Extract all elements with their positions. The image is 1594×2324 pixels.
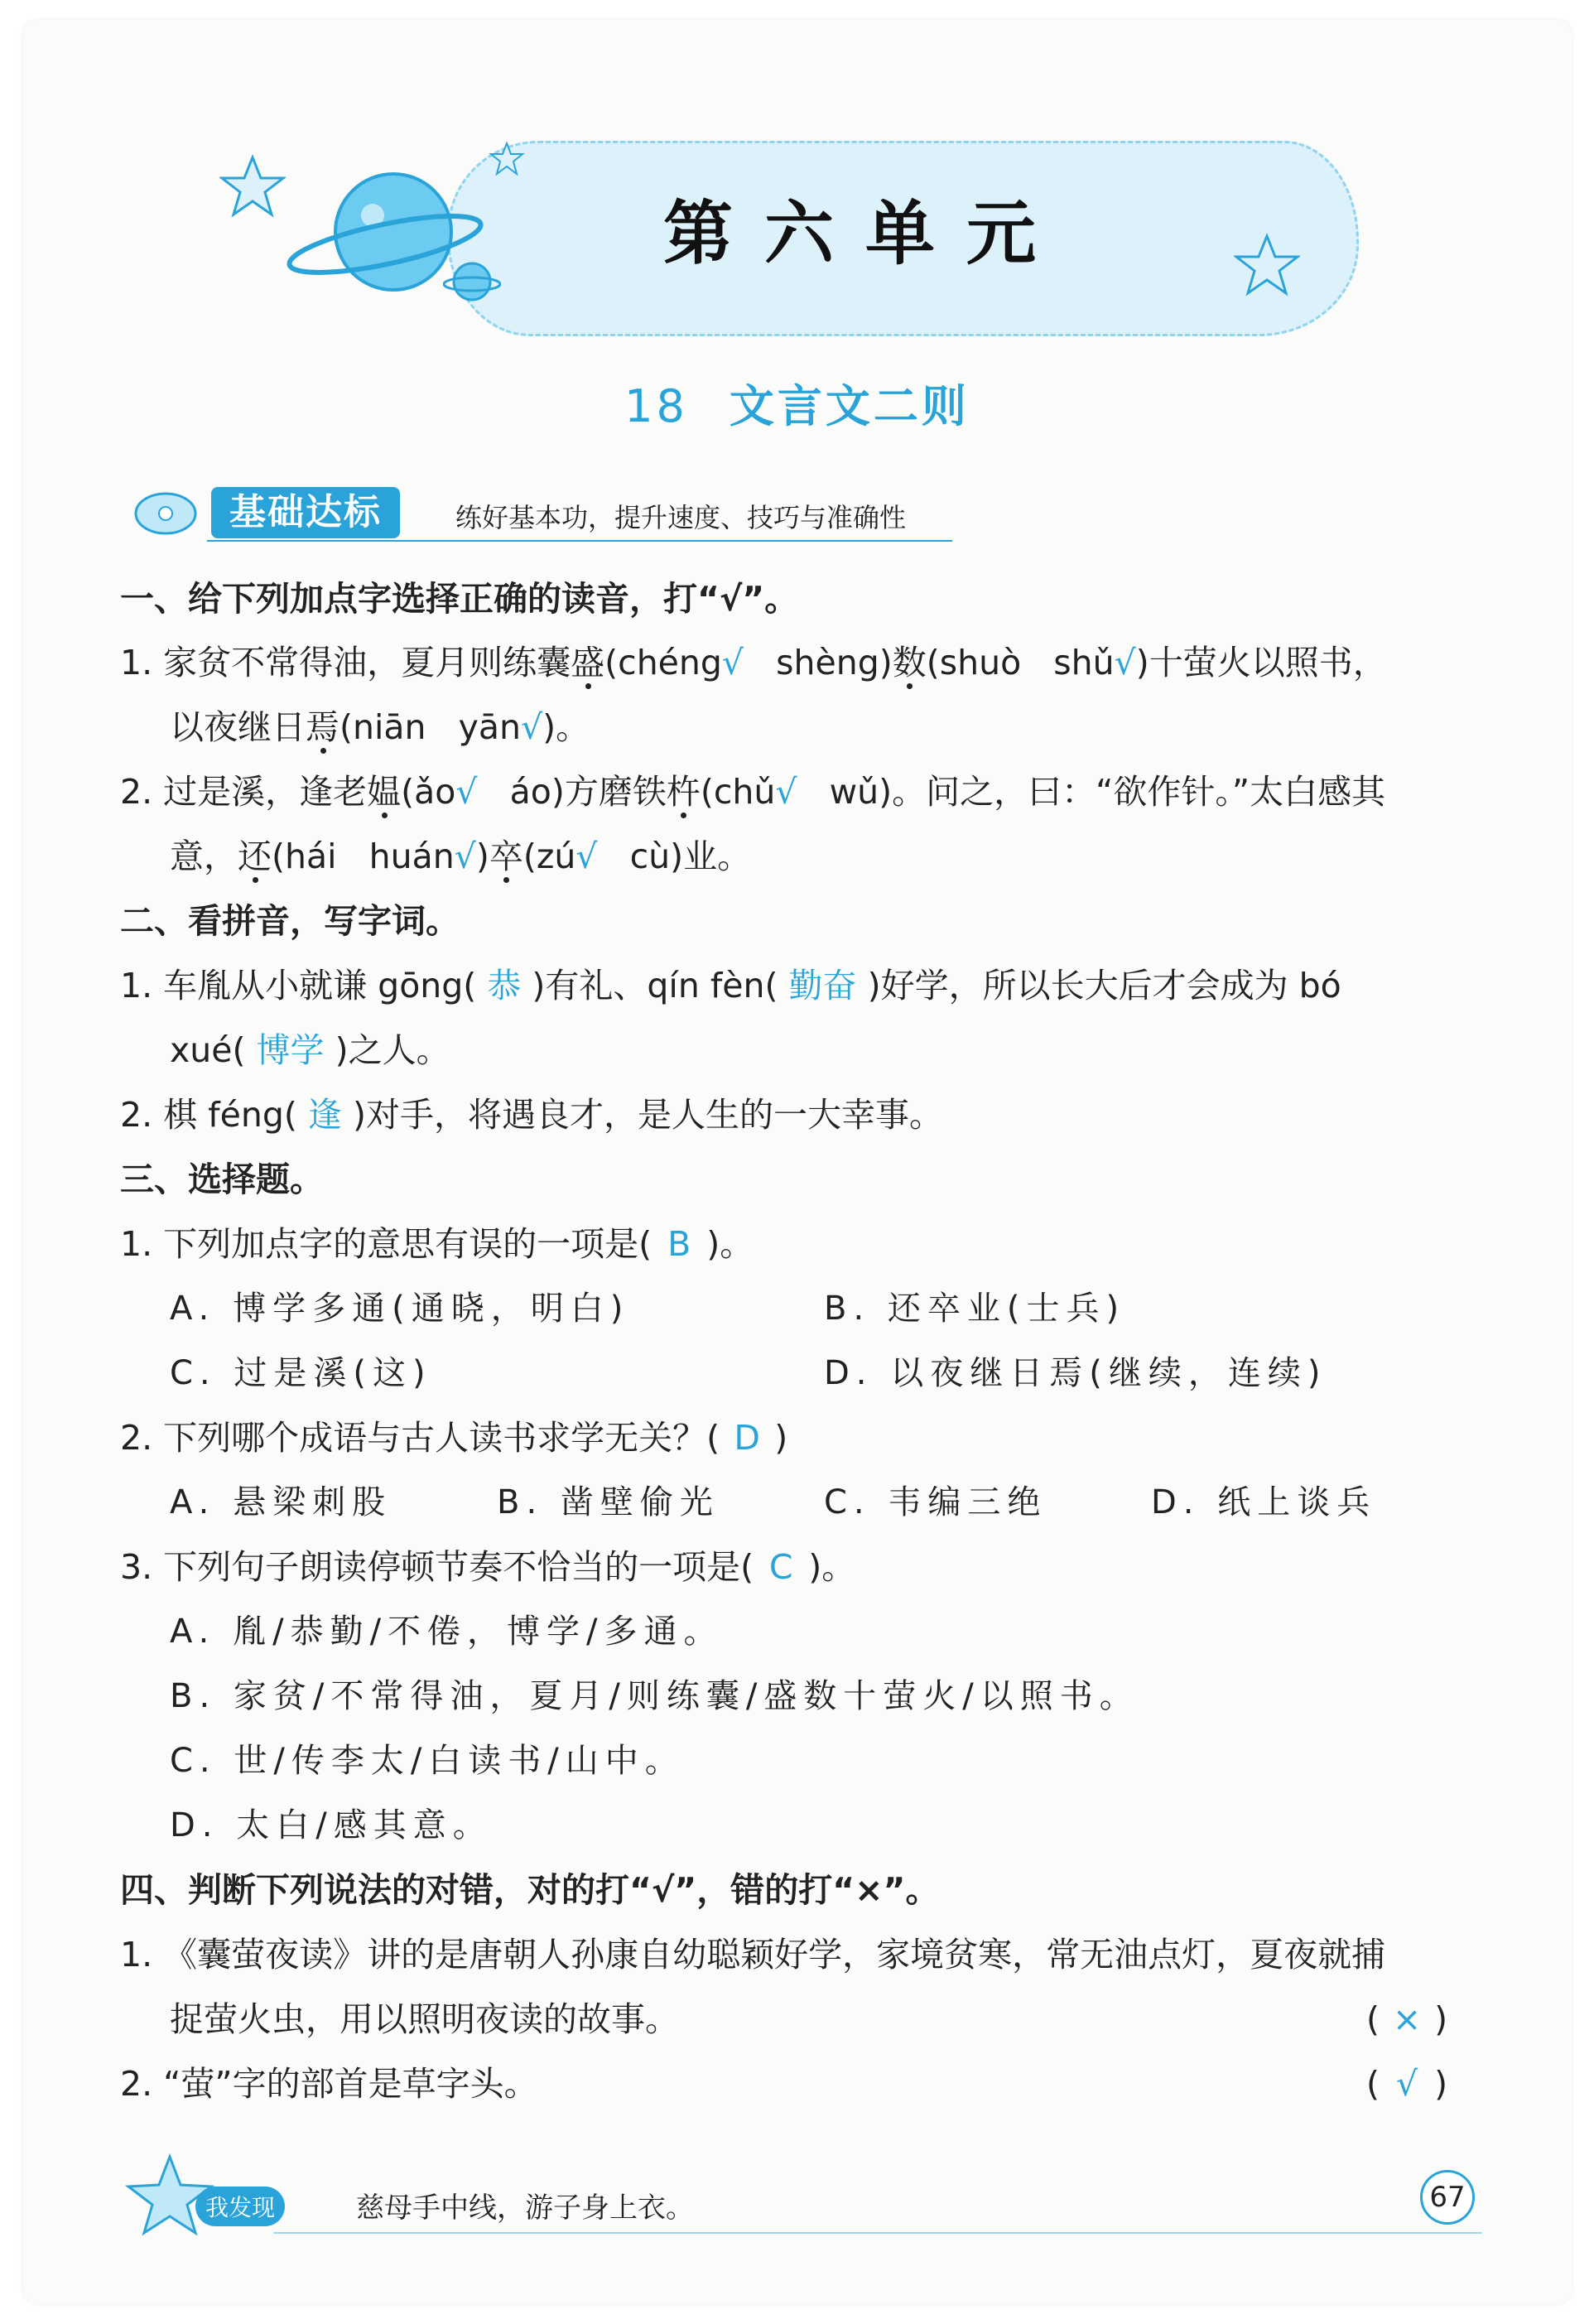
answer: 勤奋 [788,966,857,1005]
q4-item1-answer-box: ( × ) [1366,1996,1447,2042]
small-planet-icon [443,253,501,311]
answer: B [667,1224,691,1264]
pinyin-option: (ǎo [401,772,456,812]
q2-item1-line2 [170,1027,450,1073]
text: 2. 过是溪，逢老 [120,772,368,812]
q4-item2-answer-box: ( √ ) [1366,2061,1447,2107]
q3-heading: 三、选择题。 [120,1160,324,1199]
pinyin-option: (chéng [604,643,722,682]
q1-heading: 一、给下列加点字选择正确的读音，打“√”。 [120,579,799,619]
answer: 博学 [256,1030,325,1070]
dotted-char: 卒 [489,837,523,876]
q3-item3-option-b: B. 家贫/不常得油，夏月/则练囊/盛数十萤火/以照书。 [170,1677,1139,1715]
check-mark: √ [454,837,476,876]
q3-item3-option-d: D. 太白/感其意。 [170,1806,493,1844]
q1-item2-line2 [170,833,751,880]
q4-item1-line2: 捉萤火虫，用以照明夜读的故事。 [170,1999,679,2039]
q3-item2-option-b: B. 凿壁偷光 [497,1483,720,1521]
q3-item2-option-c: C. 韦编三绝 [824,1483,1047,1521]
q1-item1-line2 [170,704,590,750]
q4-heading: 四、判断下列说法的对错，对的打“√”，错的打“×”。 [120,1870,940,1910]
check-mark: √ [520,707,543,747]
pinyin-option: (hái [272,837,337,876]
footer-quote: 慈母手中线，游子身上衣。 [356,2191,694,2225]
check-mark: √ [455,772,478,812]
lesson-title [0,371,1594,435]
q3-item2-option-d: D. 纸上谈兵 [1151,1483,1377,1521]
q4-item1-line1: 1. 《囊萤夜读》讲的是唐朝人孙康自幼聪颖好学，家境贫寒，常无油点灯，夏夜就捕 [120,1935,1386,1974]
text: 意， [170,837,238,876]
dotted-char: 杵 [666,772,701,812]
text: ) [774,1418,788,1458]
lesson-number: 18 [624,380,688,432]
text: wǔ)。问之，曰：“欲作针。”太白感其 [829,772,1386,812]
section-underline [207,540,952,542]
q2-item2 [120,1092,943,1138]
dotted-char: 还 [238,837,272,876]
q3-item2-option-a: A. 悬梁刺股 [170,1483,392,1521]
q1-item1-line1 [120,639,1387,686]
text: xué( [170,1030,246,1070]
q2-heading: 二、看拼音，写字词。 [120,901,460,941]
q3-item1-option-d: D. 以夜继日焉(继续，连续) [824,1354,1327,1392]
text: 以夜继日 [170,707,306,747]
lesson-name: 文言文二则 [729,380,970,432]
page-number: 67 [1420,2170,1475,2225]
q3-item1-option-c: C. 过是溪(这) [170,1354,432,1392]
answer: D [734,1418,760,1458]
q3-item3-option-c: C. 世/传李太/白读书/山中。 [170,1742,685,1780]
text: )之人。 [335,1030,450,1070]
dotted-char: 焉 [306,707,340,747]
text: )对手，将遇良才，是人生的一大幸事。 [352,1095,943,1135]
text: )。 [808,1547,856,1587]
text: 1. 下列加点字的意思有误的一项是( [120,1224,653,1264]
unit-title: 第六单元 [662,193,1067,274]
text: cù)业。 [629,837,752,876]
text: )有礼、qín fèn( [532,966,778,1005]
pinyin-option: áo)方磨铁 [509,772,667,812]
answer: C [768,1547,793,1587]
pinyin-option: (zú [523,837,576,876]
text: )。 [706,1224,754,1264]
q1-item2-line1 [120,769,1385,815]
q4-item2: 2. “萤”字的部首是草字头。 [120,2064,538,2104]
check-mark: √ [1114,643,1136,682]
answer: √ [1395,2064,1418,2104]
pinyin-option: (niān [340,707,426,747]
check-mark: √ [575,837,598,876]
text: )。 [542,707,590,747]
q2-item1-line1 [120,962,1341,1009]
q3-item3-option-a: A. 胤/恭勤/不倦，博学/多通。 [170,1613,724,1651]
pinyin-option: (chǔ [700,772,776,812]
pinyin-option: shèng) [776,643,893,682]
section-badge: 基础达标 [211,487,400,538]
section-subtitle: 练好基本功，提升速度、技巧与准确性 [455,502,907,533]
pinyin-option: shǔ [1053,643,1115,682]
text: 2. 棋 féng( [120,1095,297,1135]
q3-item1-option-a: A. 博学多通(通晓，明白) [170,1290,630,1328]
small-star-icon [489,141,525,177]
star-icon-right [1234,232,1300,298]
dotted-char: 盛 [571,643,605,682]
text: 1. 车胤从小就谦 gōng( [120,966,477,1005]
footer-line [273,2232,1482,2234]
pinyin-option: (shuò [926,643,1022,682]
check-mark: √ [775,772,797,812]
star-icon [219,153,286,219]
text: 1. 家贫不常得油，夏月则练囊 [120,643,571,682]
answer: 逢 [307,1095,342,1135]
pinyin-option: huán [368,837,455,876]
q3-item3 [120,1544,855,1590]
text: ) [475,837,489,876]
text: )好学，所以长大后才会成为 bó [867,966,1341,1005]
text: 2. 下列哪个成语与古人读书求学无关？( [120,1418,720,1458]
dotted-char: 媪 [367,772,402,812]
check-mark: √ [721,643,744,682]
answer: × [1392,1999,1422,2039]
pinyin-option: yān [458,707,521,747]
q3-item2 [120,1415,787,1461]
dotted-char: 数 [892,643,927,682]
q3-item1 [120,1221,754,1267]
text: 3. 下列句子朗读停顿节奏不恰当的一项是( [120,1547,754,1587]
shell-icon [132,487,199,537]
text: )十萤火以照书， [1135,643,1387,682]
q3-item1-option-b: B. 还卒业(士兵) [824,1290,1126,1328]
footer-label: 我发现 [195,2187,285,2226]
answer: 恭 [487,966,522,1005]
